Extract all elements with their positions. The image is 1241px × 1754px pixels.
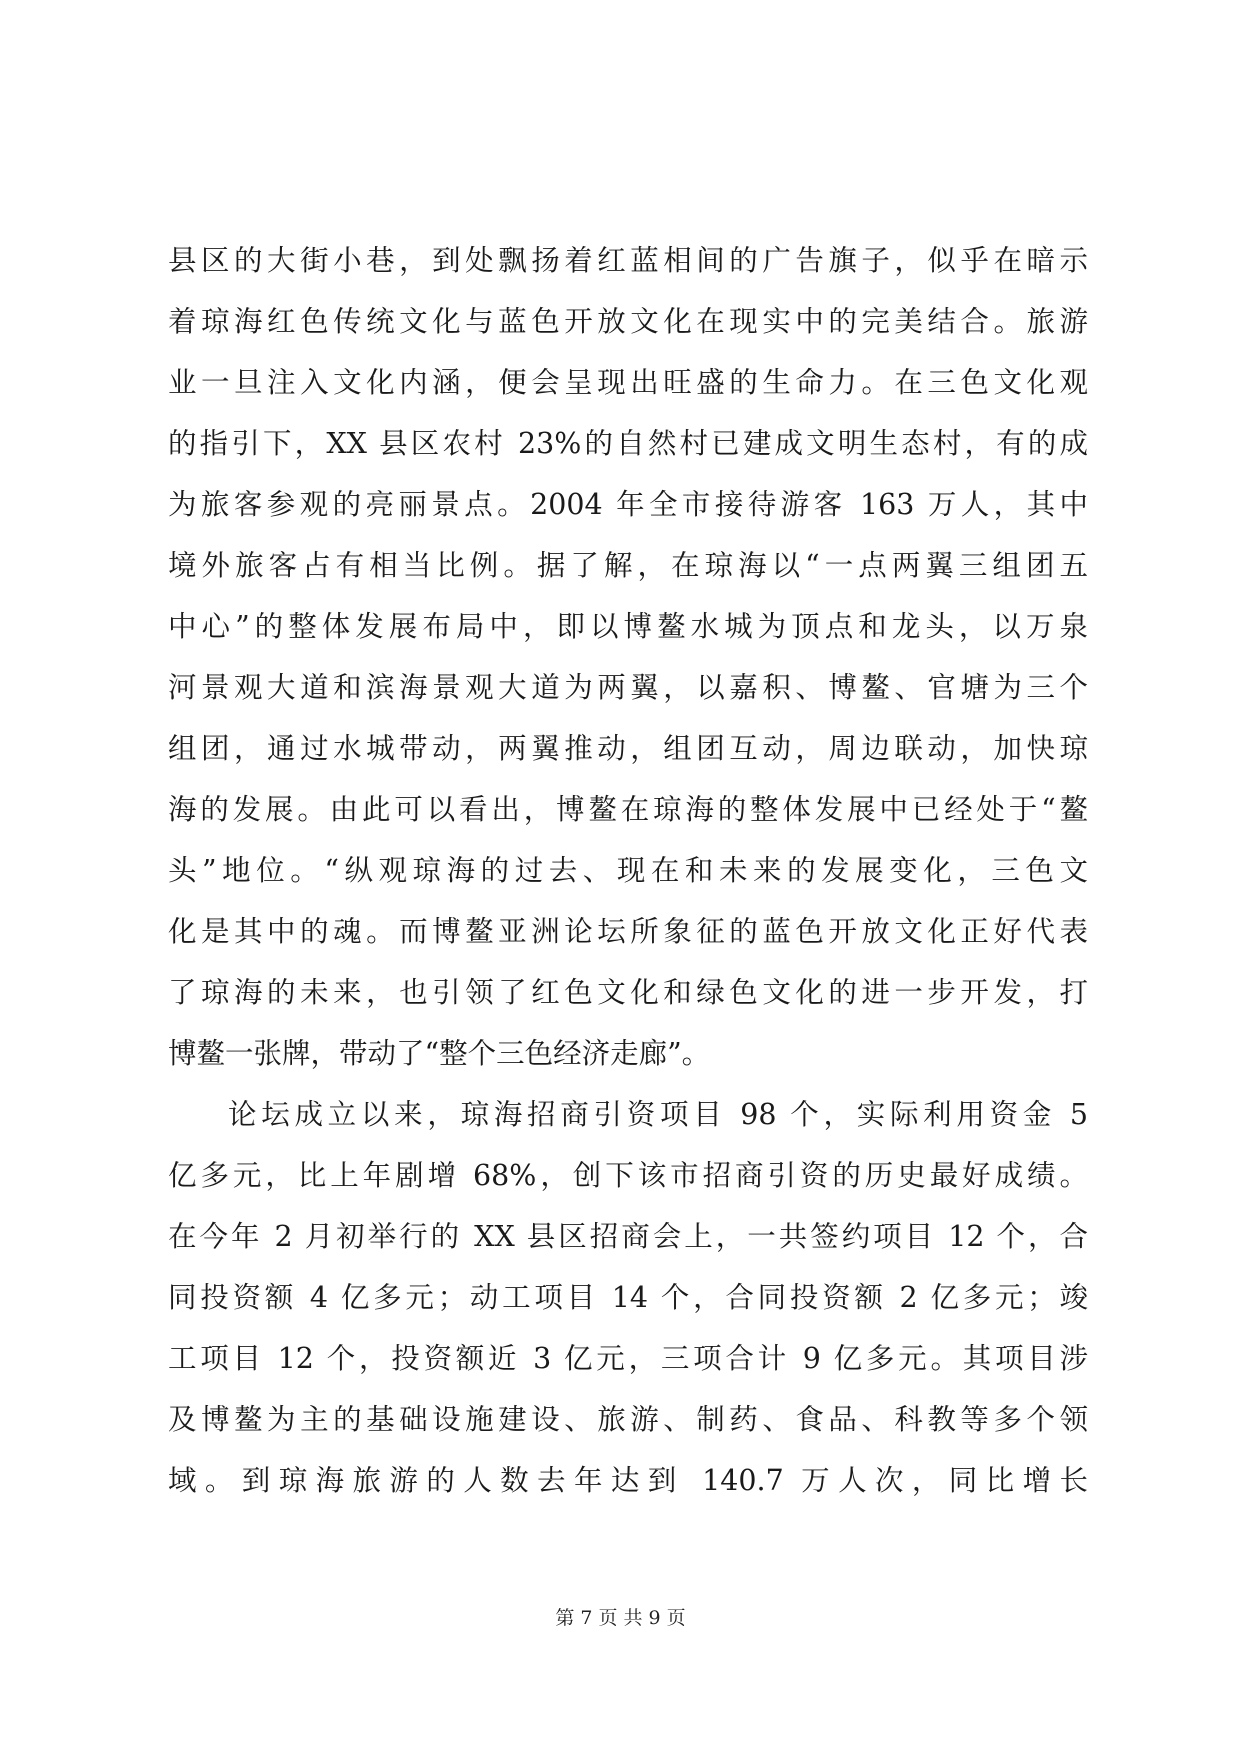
text-line: 同投资额 4 亿多元；动工项目 14 个，合同投资额 2 亿多元；竣: [168, 1281, 1088, 1314]
text-line: 的指引下，XX 县区农村 23%的自然村已建成文明生态村，有的成: [168, 427, 1088, 460]
text-line: 县区的大街小巷，到处飘扬着红蓝相间的广告旗子，似乎在暗示: [168, 244, 1088, 277]
text-line: 域。到琼海旅游的人数去年达到 140.7 万人次，同比增长: [168, 1464, 1088, 1497]
text-line: 着琼海红色传统文化与蓝色开放文化在现实中的完美结合。旅游: [168, 305, 1088, 338]
text-line: 组团，通过水城带动，两翼推动，组团互动，周边联动，加快琼: [168, 732, 1088, 765]
text-line: 河景观大道和滨海景观大道为两翼，以嘉积、博鳌、官塘为三个: [168, 671, 1088, 704]
text-line: 亿多元，比上年剧增 68%，创下该市招商引资的历史最好成绩。: [168, 1159, 1088, 1192]
paragraph-1: [168, 230, 1088, 1084]
text-line: 为旅客参观的亮丽景点。2004 年全市接待游客 163 万人，其中: [168, 488, 1088, 521]
text-line: 在今年 2 月初举行的 XX 县区招商会上，一共签约项目 12 个，合: [168, 1220, 1088, 1253]
text-line: 工项目 12 个，投资额近 3 亿元，三项合计 9 亿多元。其项目涉: [168, 1342, 1088, 1375]
text-line: 论坛成立以来，琼海招商引资项目 98 个，实际利用资金 5: [228, 1098, 1088, 1131]
text-line: 中心”的整体发展布局中，即以博鳌水城为顶点和龙头，以万泉: [168, 610, 1088, 643]
document-body: [168, 230, 1088, 1511]
text-line: 境外旅客占有相当比例。据了解，在琼海以“一点两翼三组团五: [168, 549, 1088, 582]
text-line: 头”地位。“纵观琼海的过去、现在和未来的发展变化，三色文: [168, 854, 1088, 887]
text-line: 海的发展。由此可以看出，博鳌在琼海的整体发展中已经处于“鳌: [168, 793, 1088, 826]
text-line: 业一旦注入文化内涵，便会呈现出旺盛的生命力。在三色文化观: [168, 366, 1088, 399]
paragraph-2: [168, 1084, 1088, 1511]
page-number-footer: 第 7 页 共 9 页: [555, 1607, 686, 1629]
text-line: 博鳌一张牌，带动了“整个三色经济走廊”。: [168, 1037, 711, 1070]
text-line: 化是其中的魂。而博鳌亚洲论坛所象征的蓝色开放文化正好代表: [168, 915, 1088, 948]
text-line: 了琼海的未来，也引领了红色文化和绿色文化的进一步开发，打: [168, 976, 1088, 1009]
text-line: 及博鳌为主的基础设施建设、旅游、制药、食品、科教等多个领: [168, 1403, 1088, 1436]
